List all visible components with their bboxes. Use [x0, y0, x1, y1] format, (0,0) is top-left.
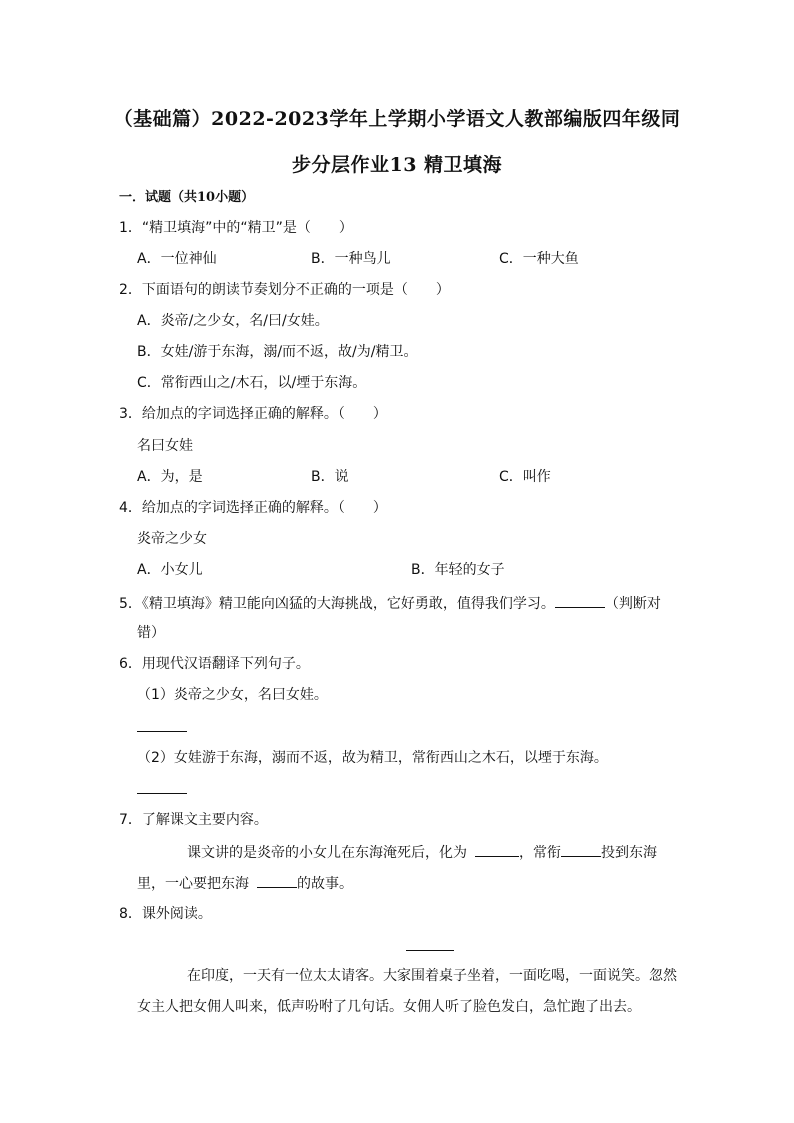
question-2-stem: 2．下面语句的朗读节奏划分不正确的一项是（ ）	[119, 282, 450, 298]
passage-line1: 在印度，一天有一位太太请客。大家围着桌子坐着，一面吃喝，一面说笑。忽然	[187, 968, 677, 984]
answer-blank[interactable]	[555, 593, 605, 608]
question-7-text-c: 投到东海	[601, 845, 657, 861]
question-8-stem: 8．课外阅读。	[119, 906, 212, 922]
question-6-sub1: （1）炎帝之少女，名曰女娃。	[137, 687, 328, 703]
passage-line2: 女主人把女佣人叫来，低声吩咐了几句话。女佣人听了脸色发白，急忙跑了出去。	[137, 999, 641, 1015]
question-7-text-d: 里，一心要把东海	[137, 876, 249, 892]
question-7-para-line1	[187, 842, 657, 862]
question-3-option-c: C．叫作	[499, 469, 551, 485]
question-1-option-c: C．一种大鱼	[499, 251, 579, 267]
answer-blank[interactable]	[257, 873, 297, 888]
question-5-line2: 错）	[137, 625, 165, 641]
question-6-stem: 6．用现代汉语翻译下列句子。	[119, 656, 310, 672]
question-3-stem: 3．给加点的字词选择正确的解释。（ ）	[119, 406, 387, 422]
passage-title-blank[interactable]	[406, 950, 454, 951]
section-heading: 一．试题（共10小题）	[119, 190, 255, 205]
answer-blank[interactable]	[475, 842, 519, 857]
question-1-option-b: B．一种鸟儿	[311, 251, 391, 267]
question-1-option-a: A．一位神仙	[137, 251, 217, 267]
question-3-option-a: A．为，是	[137, 469, 203, 485]
document-title-line2: 步分层作业13 精卫填海	[291, 154, 503, 176]
question-4-option-b: B．年轻的女子	[411, 562, 505, 578]
question-7-para-line2	[137, 873, 353, 893]
question-6-sub2: （2）女娃游于东海，溺而不返，故为精卫，常衔西山之木石，以堙于东海。	[137, 750, 608, 766]
question-7-stem: 7．了解课文主要内容。	[119, 812, 268, 828]
question-7-text-a: 课文讲的是炎帝的小女儿在东海淹死后，化为	[187, 845, 467, 861]
question-5-text: 5．《精卫填海》精卫能向凶猛的大海挑战，它好勇敢，值得我们学习。	[119, 596, 555, 612]
question-2-option-c: C．常衔西山之/木石，以/堙于东海。	[137, 375, 367, 391]
question-4-stem: 4．给加点的字词选择正确的解释。（ ）	[119, 500, 387, 516]
question-5-line1	[119, 593, 661, 613]
question-2-option-b: B．女娃/游于东海，溺/而不返，故/为/精卫。	[137, 344, 418, 360]
question-3-phrase: 名曰女娃	[137, 438, 193, 454]
question-7-text-b: ，常衔	[519, 845, 561, 861]
answer-line-1[interactable]	[137, 731, 187, 732]
document-title-line1: （基础篇）2022-2023学年上学期小学语文人教部编版四年级同	[113, 108, 681, 130]
answer-line-2[interactable]	[137, 793, 187, 794]
answer-blank[interactable]	[561, 842, 601, 857]
question-3-option-b: B．说	[311, 469, 349, 485]
question-7-text-e: 的故事。	[297, 876, 353, 892]
question-5-judge-label: （判断对	[604, 596, 661, 612]
question-1-stem: 1．“精卫填海”中的“精卫”是（ ）	[119, 220, 353, 236]
question-4-phrase: 炎帝之少女	[137, 531, 207, 547]
question-4-option-a: A．小女儿	[137, 562, 203, 578]
question-2-option-a: A．炎帝/之少女，名/曰/女娃。	[137, 313, 329, 329]
